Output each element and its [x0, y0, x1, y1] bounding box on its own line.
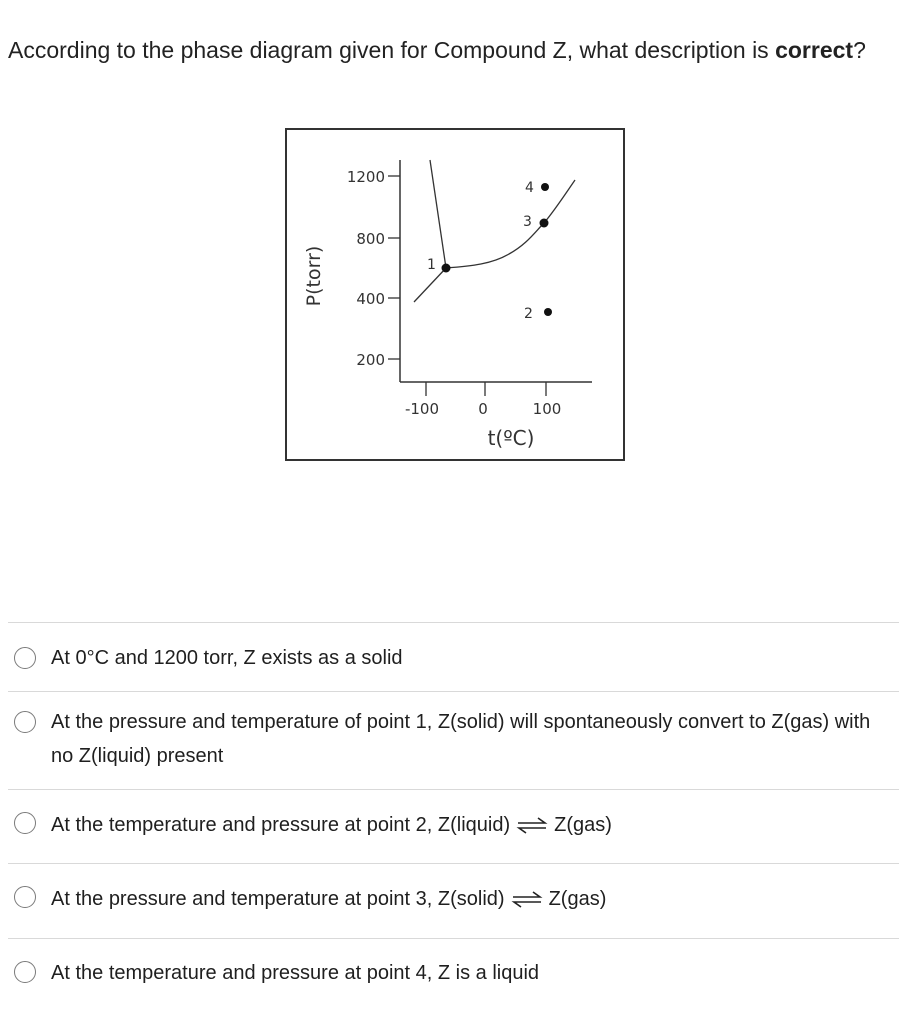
answer-option-text-part: Z(gas): [554, 814, 612, 836]
y-tick-label-400: 400: [356, 290, 385, 308]
radio-button[interactable]: [14, 647, 36, 669]
y-tick-label-1200: 1200: [346, 168, 385, 186]
x-tick-label-0: 0: [478, 400, 488, 418]
answer-option-5[interactable]: [8, 938, 899, 1009]
radio-button[interactable]: [14, 711, 36, 733]
point-2-marker: [544, 308, 552, 316]
point-3-label: 3: [523, 214, 532, 230]
point-3-marker: [540, 219, 549, 228]
x-tick-label-minus100: -100: [404, 400, 440, 418]
answer-options: [8, 622, 899, 1009]
question-text-end: ?: [853, 37, 866, 63]
point-4-label: 4: [525, 180, 534, 196]
point-4-marker: [541, 183, 549, 191]
point-2-label: 2: [524, 306, 533, 322]
question-text-main: According to the phase diagram given for Compound Z, what description is: [8, 37, 776, 63]
solid-gas-boundary: [414, 268, 446, 302]
y-tick-label-200: 200: [356, 351, 385, 369]
point-1-label: 1: [427, 257, 436, 273]
answer-option-text: [51, 882, 606, 916]
liquid-gas-boundary: [446, 180, 575, 268]
answer-option-3[interactable]: [8, 789, 899, 863]
x-axis-label: t(ºC): [487, 426, 535, 450]
phase-diagram: [285, 128, 625, 461]
y-axis-label: P(torr): [303, 245, 325, 307]
question-text: [8, 30, 888, 70]
equilibrium-arrow-icon: [509, 888, 545, 910]
answer-option-text: At the pressure and temperature of point 1, Z(solid) will spontaneously convert to Z(gas) with no Z(liquid) present: [51, 711, 871, 767]
solid-liquid-boundary: [430, 160, 446, 268]
point-1-marker: [442, 264, 451, 273]
answer-option-2[interactable]: [8, 691, 899, 789]
x-tick-label-100: 100: [532, 400, 562, 418]
question-text-emphasis: correct: [775, 37, 854, 63]
answer-option-1[interactable]: [8, 622, 899, 691]
y-tick-label-800: 800: [356, 230, 385, 248]
radio-button[interactable]: [14, 961, 36, 983]
radio-button[interactable]: [14, 812, 36, 834]
answer-option-text: At the temperature and pressure at point 4, Z is a liquid: [51, 962, 540, 984]
answer-option-text-part: At the pressure and temperature at point 3, Z(solid): [51, 888, 505, 910]
phase-diagram-svg: [287, 130, 623, 459]
answer-option-text-part: Z(gas): [548, 888, 607, 910]
equilibrium-arrow-icon: [514, 814, 550, 836]
answer-option-4[interactable]: [8, 863, 899, 938]
answer-option-text-part: At the temperature and pressure at point 2, Z(liquid): [51, 814, 511, 836]
answer-option-text: At 0°C and 1200 torr, Z exists as a solid: [51, 647, 403, 669]
radio-button[interactable]: [14, 886, 36, 908]
answer-option-text: [51, 808, 612, 842]
